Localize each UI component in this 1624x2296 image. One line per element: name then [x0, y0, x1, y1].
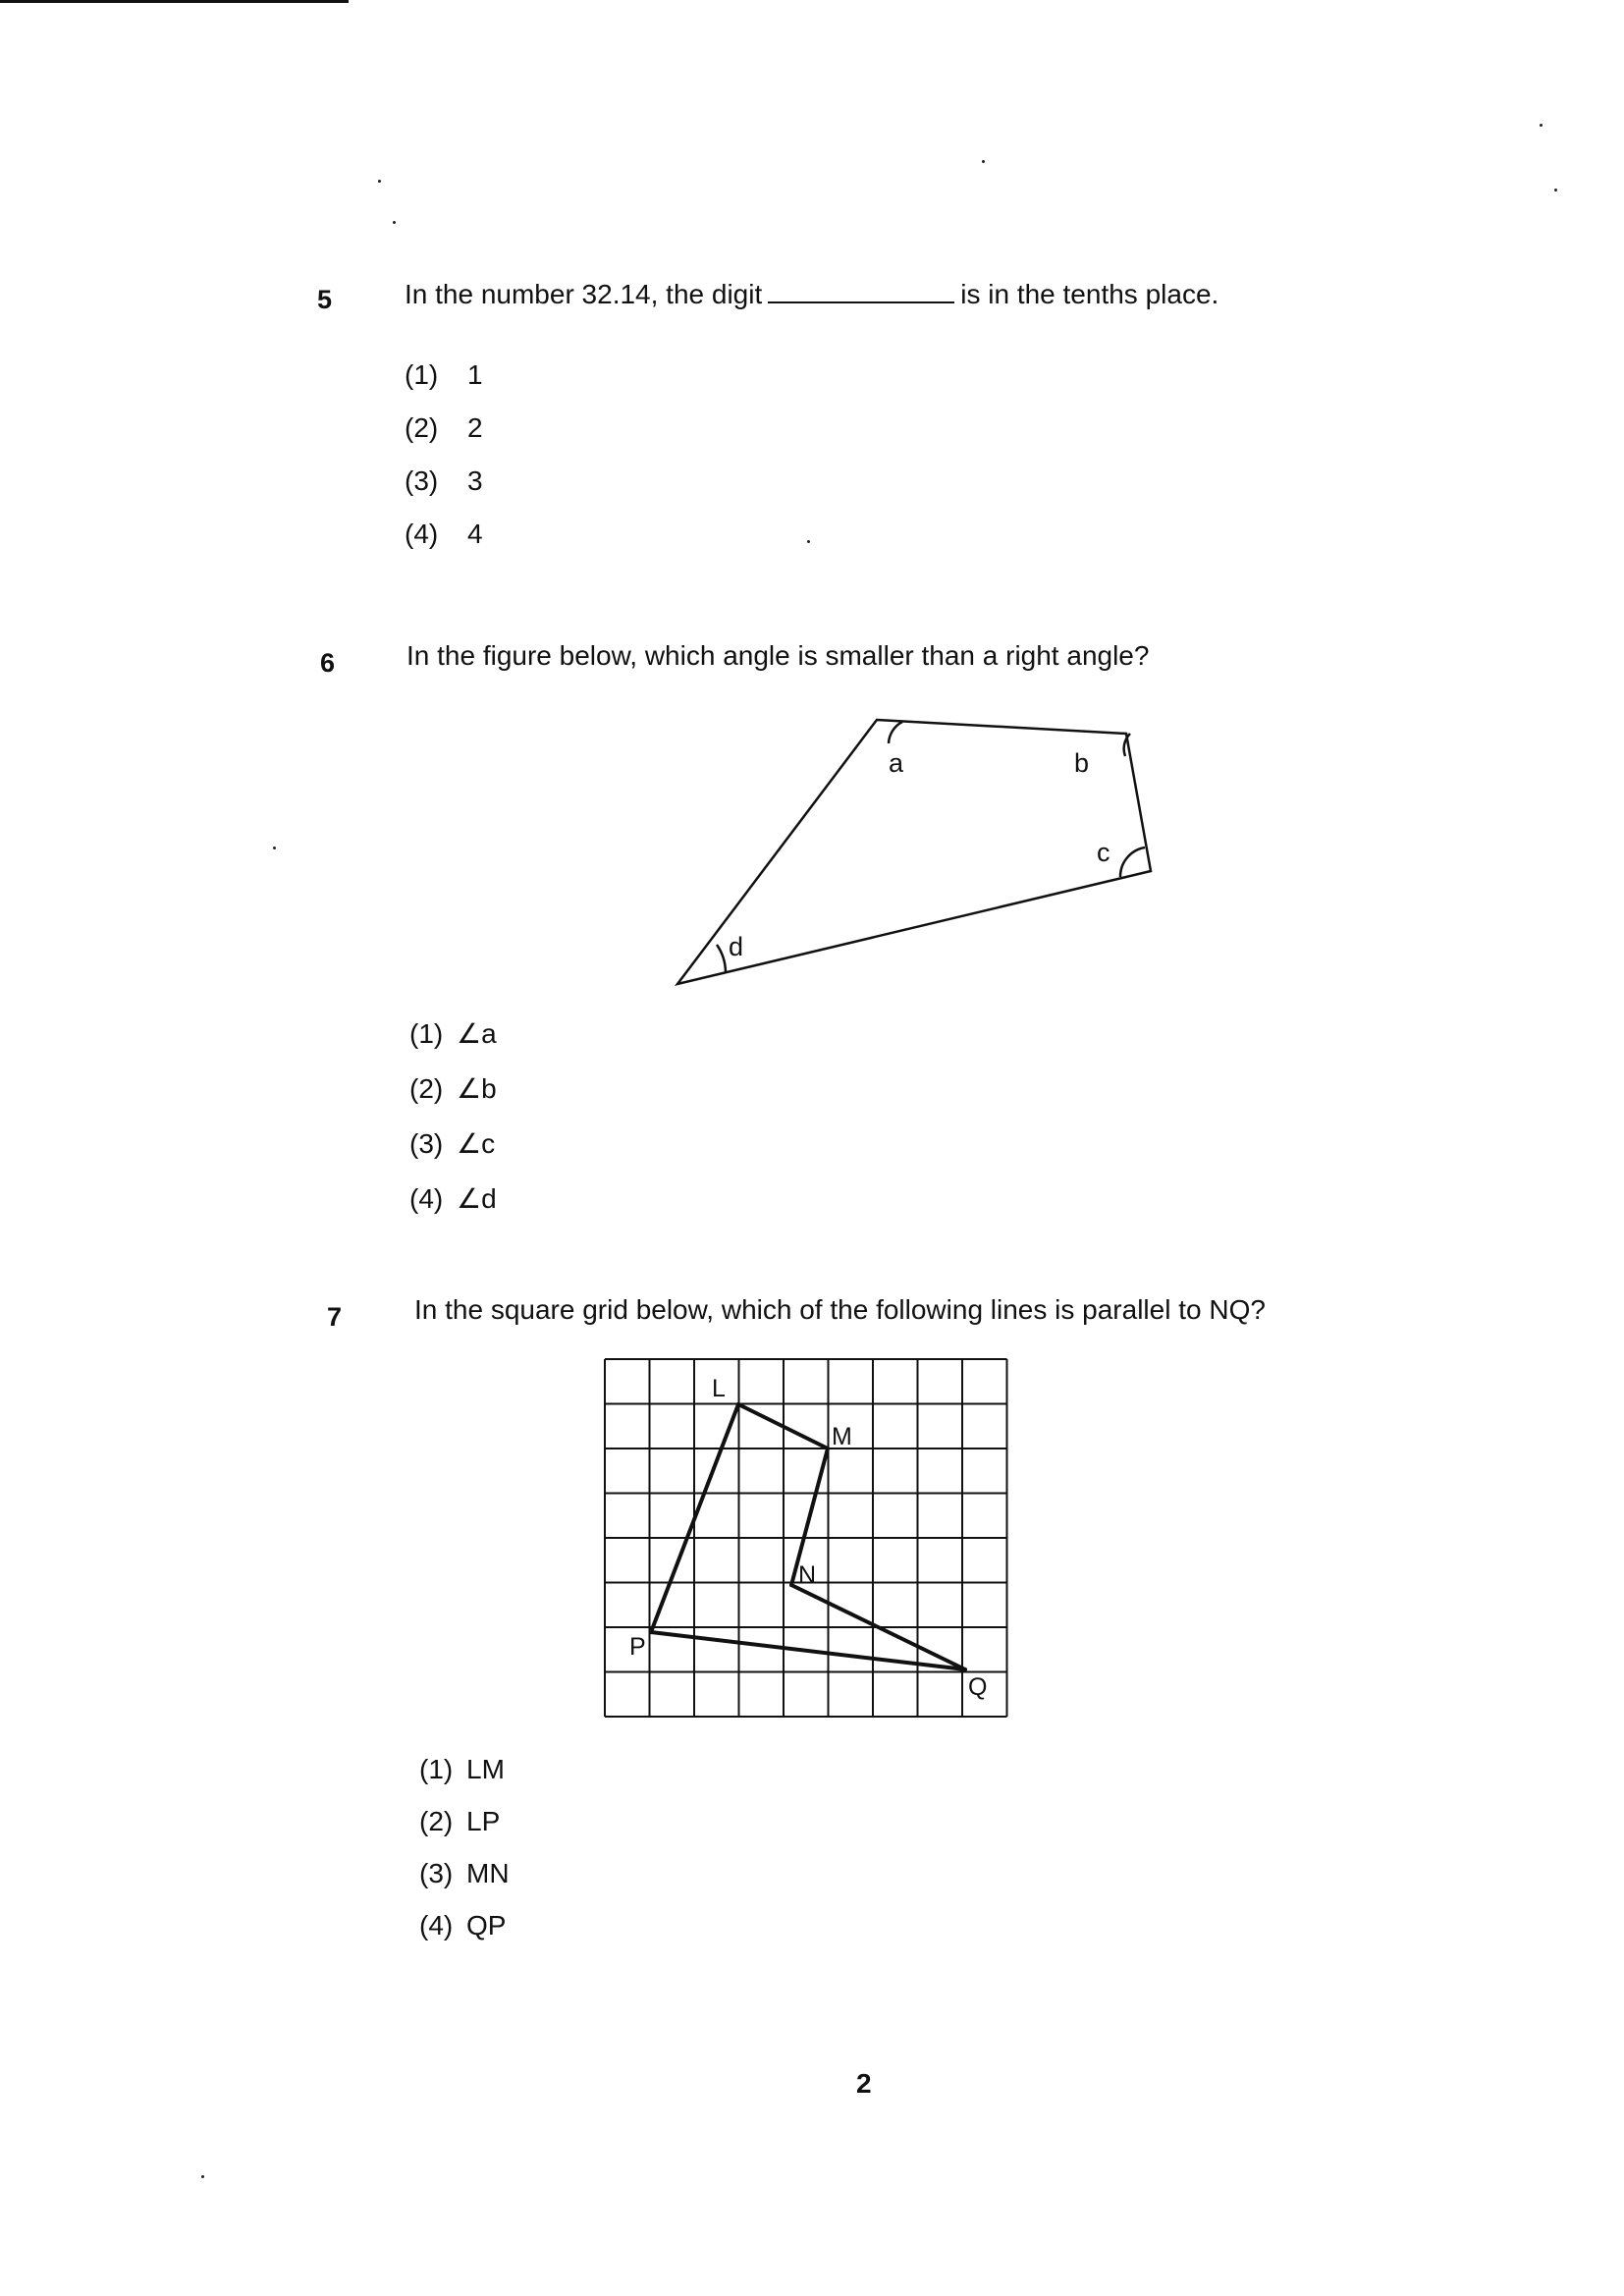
question-number: 5	[317, 285, 333, 314]
label-l: L	[712, 1375, 726, 1402]
option-2[interactable]: (2) 2	[405, 412, 483, 443]
option-1[interactable]: (1) 1	[405, 359, 483, 390]
option-3[interactable]: (3) MN	[419, 1858, 510, 1888]
option-4[interactable]: (4) QP	[419, 1910, 507, 1941]
question-text: In the square grid below, which of the following lines is parallel to NQ?	[414, 1294, 1266, 1325]
label-d: d	[729, 932, 744, 961]
question-number: 6	[320, 648, 336, 678]
label-c: c	[1097, 838, 1110, 867]
question-text-after: is in the tenths place.	[960, 279, 1219, 309]
option-3[interactable]: (3) ∠c	[409, 1128, 496, 1159]
option-1[interactable]: (1) ∠a	[409, 1018, 497, 1049]
scan-speck	[201, 2175, 204, 2178]
question-text: In the figure below, which angle is smaller than a right angle?	[406, 640, 1150, 671]
label-q: Q	[968, 1673, 988, 1701]
option-2[interactable]: (2) LP	[419, 1806, 501, 1836]
option-2[interactable]: (2) ∠b	[409, 1073, 497, 1104]
label-a: a	[889, 748, 904, 778]
option-3[interactable]: (3) 3	[405, 465, 483, 496]
label-b: b	[1074, 748, 1090, 778]
option-4[interactable]: (4) 4	[405, 519, 483, 549]
page-number: 2	[856, 2068, 872, 2099]
label-p: P	[629, 1633, 646, 1661]
option-4[interactable]: (4) ∠d	[409, 1183, 497, 1214]
option-1[interactable]: (1) LM	[419, 1754, 505, 1784]
question-number: 7	[327, 1302, 343, 1332]
question-text-before: In the number 32.14, the digit	[405, 279, 763, 309]
label-m: M	[832, 1423, 852, 1450]
label-n: N	[798, 1561, 817, 1589]
